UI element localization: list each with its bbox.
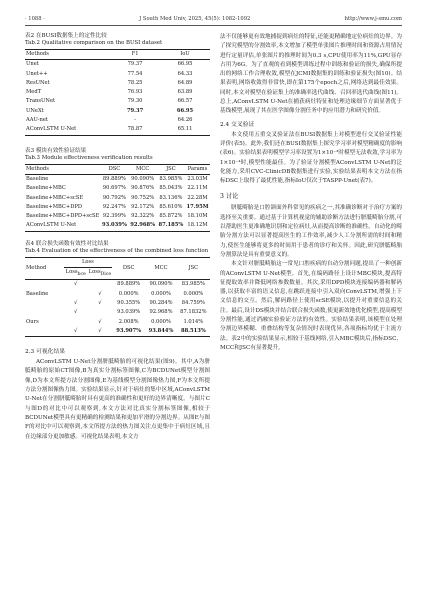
cell: 0.000% <box>118 290 139 297</box>
cell <box>88 308 112 317</box>
cell: 83.985% <box>181 281 205 288</box>
cell: √ <box>74 281 78 288</box>
cell: 90.090% <box>131 175 155 182</box>
table4 <box>25 257 210 337</box>
cell: 89.889% <box>102 175 126 182</box>
section-2-3-heading: 2.3 可视化结果 <box>25 349 66 356</box>
cell: 64.33 <box>177 70 193 77</box>
table2 <box>25 49 210 136</box>
cell: 92.322% <box>131 213 155 220</box>
table4-header-jsc: JSC <box>177 257 210 280</box>
cell: 79.37 <box>126 107 144 114</box>
cell: 90.355% <box>117 299 141 306</box>
discussion-paragraph-2: 本文针对胼胝畸胎这一常见口腔疾病的自动分割问题,提出了一种创新的AConvLSTM U-Net模型。首先,在编码路径上设计MBC模块,提高特征提取效率并降低网络参数数量。其次,采用DPD模块连接编码器和解码器,以获取丰富的语义信息,在跳跃连接中引入双向ConvLSTM,增强上下文信息的交互。然后,解码路径上使用scSE模块,以提升对重要信息的关注。最后,设计DS模块并结合联合损失函数,使更新效地优化模型,提高模型分割性能,通过消融实验验证方法的有效性。实验结果表明,该模型在处理分割边界模糊、重叠结构等复杂情况时表现优异,各项指标均优于主流方法。表2中的实验结果显示,相较于基线网络,引入MBC模块后,指标DSC、MCC和JSC有显著提升, <box>220 261 402 351</box>
loss-dice-sub: Dice <box>100 272 112 278</box>
cell: 66.95 <box>176 107 194 114</box>
table-row <box>25 97 210 106</box>
cell: AConvLSTM U-Net <box>25 221 100 231</box>
cell: MedT <box>26 89 42 96</box>
table4-header-loss-dice <box>88 268 112 280</box>
cell: 93.039% <box>117 309 141 316</box>
cell: 18.10M <box>187 213 208 220</box>
cell: 78.87 <box>110 125 160 135</box>
table-row <box>25 194 210 203</box>
cell <box>25 327 64 337</box>
cell: Unet++ <box>26 70 48 77</box>
cell: 90.876% <box>131 185 155 192</box>
table-row <box>25 290 210 299</box>
table2-header-methods: Methods <box>25 50 110 60</box>
cell: 0.000% <box>151 318 171 325</box>
cell: Baseline+MBC+scSE <box>26 194 84 201</box>
cell: √ <box>98 290 102 297</box>
table2-block <box>25 33 210 136</box>
cell: 22.28M <box>187 194 208 201</box>
cell: 87.185% <box>157 221 185 231</box>
cell: 93.907% <box>112 327 145 337</box>
cell: 87.1832% <box>180 309 207 316</box>
table3-header-methods: Methods <box>25 164 100 174</box>
cell: 90.697% <box>102 185 126 192</box>
cell: 64.89 <box>177 79 193 86</box>
cell: 76.93 <box>127 89 143 96</box>
table-row <box>25 280 210 290</box>
cell: Baseline+MBC <box>26 185 66 192</box>
cell: √ <box>74 309 78 316</box>
table-row <box>25 308 210 317</box>
cell: 90.090% <box>149 281 173 288</box>
cross-validation-paragraph: 本文使用五重交叉验证法在BUSI数据集上对模型进行交叉验证性能评价(表5)。此外,我们还在BUSI数据集上探究学习率对模型精确度的影响(表6)。实验结果表明模型学习率设置为1×10⁻³时模型无法收敛,学习率为1×10⁻⁴时,模型性能最佳。为了验证分割模型AConvLSTM U-Net的泛化能力,采用CVC-ClinicDB数据集进行实验,实验结果表明本文方法在指标DSC上取得了最优性能,指标IoU仅次于TASPP-Unet(表7)。 <box>220 131 402 185</box>
cell <box>88 280 112 290</box>
table-row <box>25 79 210 88</box>
table-row <box>25 60 210 70</box>
cell: AAU-net <box>26 117 49 124</box>
table3-header-row <box>25 164 210 174</box>
discussion-paragraph-1: 胼胝畸胎是口腔颌面外科常见的疾病之一,其准确诊断对于治疗方案的选择至关重要。通过基于计算机视觉的辅助诊断方法进行胼胝畸胎分割,可以帮助医生更准确地识别和定位病灶,从而提高诊断的准确性。自动化的畸胎分割方法可以显著提高医生的工作效率,减少人工分割所需的时间和精力,使医生能够将更多的时间用于患者的诊疗和关怀。因此,研究胼胝畸胎分割算法是具有重要意义的。 <box>220 205 402 258</box>
table4-group-ours: Ours <box>26 318 39 325</box>
cell: Unet <box>26 61 39 68</box>
table2-caption-en: Tab.2 Qualitative comparison on the BUSI dataset <box>25 40 163 47</box>
table-row <box>25 107 210 116</box>
cell: 92.968% <box>129 221 157 231</box>
page-header <box>25 14 402 24</box>
visualization-paragraph: AConvLSTM U-Net分割胼胝畸胎的可视化结果(图9)。其中,A为胼胝畸胎的原始CT图像,B为真实分割标签图像,C为BCDUNet模型分割图像,D为本文所提方法分割图像,E为基线模型分割图像热力图,F为本文所提方法分割图像热力图。实验结果显示,针对于病灶的集中区域,AConvLSTM U-Net在分割胼胝畸胎时具有更高的准确性和更好的边界清晰度。与图片C与图D的对比中可以观察到,本文方法对比真实分割标签图像,相较于BCDUNet模型具有更精确的检测结果和更加平滑的分割边界。从图E与图F的对比中可以观察到,本文所提方法的热力图关注点更集中于病灶区域,且在边缘部分更加敏感。可视化结果表明,本文方 <box>25 359 210 440</box>
cell: 92.172% <box>131 203 155 210</box>
cell: 83.985% <box>159 175 183 182</box>
table-row <box>25 125 210 135</box>
left-column <box>25 33 210 442</box>
cell: AConvLSTM U-Net <box>25 125 110 135</box>
section-2-4-heading: 2.4 交叉验证 <box>220 121 255 128</box>
table-row <box>25 88 210 97</box>
table2-caption-cn: 表2 在BUSI数据集上的定性比较 <box>25 33 107 39</box>
cell <box>64 290 88 299</box>
cell: 79.37 <box>127 61 143 68</box>
loss-bce-prefix: Loss <box>65 269 78 276</box>
table2-header-iou: IoU <box>160 50 210 60</box>
cell: 66.57 <box>177 98 193 105</box>
cell: 85.872% <box>159 213 183 220</box>
cell: 64.26 <box>177 117 193 124</box>
table-row <box>25 70 210 79</box>
table2-header-row <box>25 50 210 60</box>
cell: 84.759% <box>181 299 205 306</box>
cell: 78.25 <box>127 79 143 86</box>
table3-header-jsc: JSC <box>157 164 185 174</box>
journal-citation: J South Med Univ, 2025, 45(5): 1082-1092 <box>139 16 251 22</box>
cell: 85.610% <box>159 203 183 210</box>
table-row <box>25 203 210 212</box>
cell <box>25 308 64 317</box>
cell: 92.247% <box>102 203 126 210</box>
cell: 90.284% <box>149 299 173 306</box>
table-row <box>25 299 210 308</box>
table4-header-loss-bce <box>64 268 88 280</box>
page-number: · 1088 · <box>25 16 45 22</box>
right-paragraph-1: 法不仅能够更有效地捕捉到病灶的特征,还能更精确地定位病灶的边界。为了探究模型的分割效率,本文增加了模型单张图片推理时间和资源占用情况进行定量评估,单张图片的推理时间为0.3 s,CPU使用率为11%,GPU显存占用为6G。为了直观的看到模型训练过程中训练和验证的损失,确保所提出的网络工作合理收敛,模型在JCMI数据集的训练和验证损失(图10)。结果表明,网络收敛得非常快,即在第175个epoch之后,网络达到最佳效果。同时,本文对模型在验证集上的准确率选代曲线、召回率选代曲线(图11)。总上,AConvLSTM U-Net在捕获病灶特征和处理边缘细节方面显著优于基线模型,展现了其在医学图像分割任务中的应用潜力和研究价值。 <box>220 34 402 115</box>
cell: 18.12M <box>185 221 210 231</box>
table4-header-row-1 <box>25 257 210 267</box>
table-row <box>25 116 210 125</box>
cell: 90.752% <box>131 194 155 201</box>
cell: 79.30 <box>127 98 143 105</box>
right-column <box>220 33 402 353</box>
table3-header-params: Params <box>185 164 210 174</box>
cell: 89.889% <box>117 281 141 288</box>
table-row <box>25 221 210 231</box>
cell: 0.000% <box>151 290 171 297</box>
cell: 63.89 <box>177 89 193 96</box>
table3-header-dsc: DSC <box>100 164 128 174</box>
table4-group-baseline: Baseline <box>26 290 49 297</box>
table4-header-loss: Loss <box>64 257 112 267</box>
loss-bce-sub: bce <box>77 272 86 278</box>
table3-header-mcc: MCC <box>129 164 157 174</box>
cell: 65.11 <box>160 125 210 135</box>
table3 <box>25 164 210 232</box>
table-row <box>25 318 210 327</box>
cell: √ <box>88 327 112 337</box>
cell: Baseline <box>26 175 49 182</box>
cell: 1.014% <box>183 318 204 325</box>
table4-header-method: Method <box>25 257 64 280</box>
table-row <box>25 212 210 221</box>
cell: 88.513% <box>177 327 210 337</box>
table3-block <box>25 148 210 232</box>
journal-url: http://www.j-smu.com <box>344 16 402 22</box>
cell: 66.95 <box>177 61 193 68</box>
section-3-heading: 3 讨论 <box>220 193 239 201</box>
cell: √ <box>64 327 88 337</box>
table3-caption-en: Tab.3 Module effectiveness verification results <box>25 154 153 161</box>
cell: 85.043% <box>159 185 183 192</box>
cell: TransUNet <box>26 98 56 105</box>
cell: √ <box>98 299 102 306</box>
table4-header-mcc: MCC <box>145 257 176 280</box>
cell <box>64 318 88 327</box>
table4-header-dsc: DSC <box>112 257 145 280</box>
loss-dice-prefix: Loss <box>88 269 101 276</box>
table4-caption-en: Tab.4 Evaluation of the effectiveness of the combined loss function <box>25 247 209 254</box>
cell: 92.399% <box>102 213 126 220</box>
cell: ResUNet <box>26 79 50 86</box>
cell: UNeXt <box>26 107 44 114</box>
cell: 93.844% <box>145 327 176 337</box>
cell: √ <box>98 318 102 325</box>
cell: 90.792% <box>102 194 126 201</box>
table-row <box>25 174 210 184</box>
table4-caption-cn: 表4 联合损失函数有效性对比结果 <box>25 240 109 247</box>
cell <box>25 280 64 290</box>
header-rule <box>25 25 402 26</box>
cell: 92.968% <box>149 309 173 316</box>
cell: - <box>134 117 136 124</box>
cell: 22.11M <box>187 185 208 192</box>
cell: 77.54 <box>127 70 143 77</box>
cell: 23.03M <box>187 175 208 182</box>
cell: 83.136% <box>159 194 183 201</box>
cell: √ <box>74 299 78 306</box>
table-row <box>25 327 210 337</box>
cell: 17.95M <box>186 203 209 210</box>
cell <box>25 299 64 308</box>
cell: 2.008% <box>118 318 139 325</box>
table-row <box>25 184 210 193</box>
table4-block <box>25 241 210 337</box>
cell: 0.000% <box>183 290 204 297</box>
cell: Baseline+MBC+DPD+scSE <box>26 213 100 220</box>
cell: Baseline+MBC+DPD <box>26 203 83 210</box>
cell: 93.039% <box>100 221 128 231</box>
table3-caption-cn: 表3 模块有效性验证结果 <box>25 147 87 154</box>
table2-header-f1: F1 <box>110 50 160 60</box>
